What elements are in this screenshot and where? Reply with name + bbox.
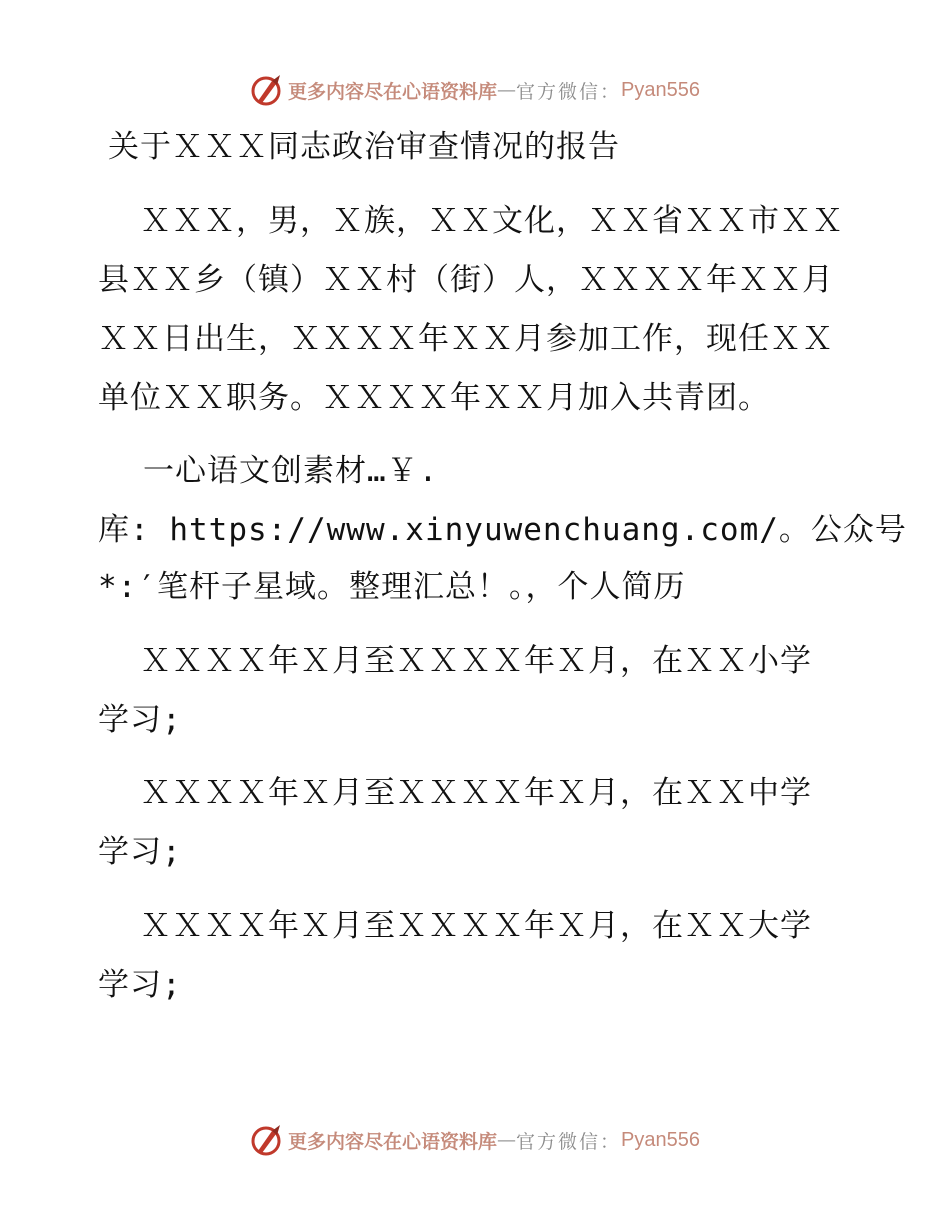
paragraph-1-line-1: ＸＸＸ，男，Ｘ族，ＸＸ文化，ＸＸ省ＸＸ市ＸＸ: [140, 203, 844, 239]
quill-pen-logo-icon: [250, 1123, 284, 1157]
quill-pen-logo-icon: [250, 73, 284, 107]
resume-item-3-line-2: 学习;: [98, 967, 182, 1003]
watermark-dash: —: [497, 79, 517, 101]
watermark-brand: 更多内容尽在心语资料库: [288, 80, 498, 103]
watermark-dash: —: [497, 1129, 517, 1151]
paragraph-1-line-3: ＸＸ日出生，ＸＸＸＸ年ＸＸ月参加工作，现任ＸＸ: [98, 321, 834, 357]
watermark-wechat-id: Pyan556: [621, 1128, 700, 1151]
resume-item-2-line-1: ＸＸＸＸ年Ｘ月至ＸＸＸＸ年Ｘ月，在ＸＸ中学: [140, 775, 812, 811]
watermark-wechat-id: Pyan556: [621, 78, 700, 101]
resume-item-1-line-1: ＸＸＸＸ年Ｘ月至ＸＸＸＸ年Ｘ月，在ＸＸ小学: [140, 643, 812, 679]
header-watermark: [0, 70, 950, 110]
paragraph-1-line-4: 单位ＸＸ职务。ＸＸＸＸ年ＸＸ月加入共青团。: [98, 380, 770, 416]
paragraph-1-line-2: 县ＸＸ乡（镇）ＸＸ村（街）人，ＸＸＸＸ年ＸＸ月: [98, 262, 834, 298]
watermark-wechat-label: 官方微信：: [516, 1130, 622, 1153]
resume-item-3-line-1: ＸＸＸＸ年Ｘ月至ＸＸＸＸ年Ｘ月，在ＸＸ大学: [140, 908, 812, 944]
watermark-wechat-label: 官方微信：: [516, 80, 622, 103]
document-title: 关于ＸＸＸ同志政治审查情况的报告: [108, 129, 620, 165]
paragraph-2-line-2: 库: https://www.xinyuwenchuang.com/。公众号: [98, 512, 907, 548]
paragraph-2-line-1: 一心语文创素材…￥.: [143, 453, 439, 489]
resume-item-1-line-2: 学习;: [98, 702, 182, 738]
resume-item-2-line-2: 学习;: [98, 834, 182, 870]
footer-watermark: [0, 1120, 950, 1160]
watermark-brand: 更多内容尽在心语资料库: [288, 1130, 498, 1153]
paragraph-2-line-3: *:′笔杆子星域。整理汇总！。，个人简历: [98, 569, 686, 605]
